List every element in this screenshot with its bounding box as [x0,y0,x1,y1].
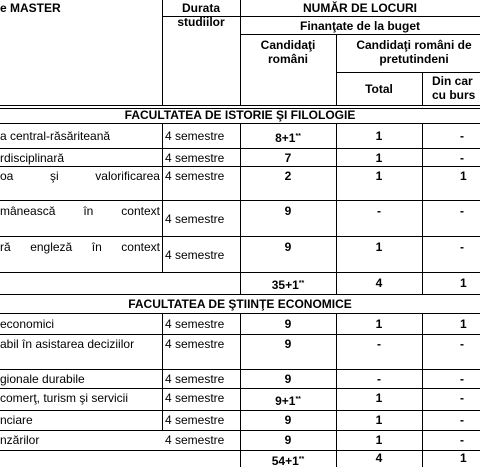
faculty-title: FACULTATEA DE ŞTIINŢE ECONOMICE [128,297,352,311]
abroad-total-places: 1 [375,433,383,447]
scholarship-places: 1 [460,169,467,183]
abroad-total-places: - [377,372,381,386]
scholarship-places: - [460,240,464,254]
romanian-places-total: 54+1** [271,454,305,467]
scholarship-places: - [460,204,464,218]
abroad-total-places: 1 [375,317,383,331]
romanian-places: 9+1** [275,394,301,408]
study-duration: 4 semestre [165,391,225,405]
romanian-places: 9 [284,433,292,447]
rule [422,72,423,105]
study-duration: 4 semestre [165,248,225,262]
scholarship-places: - [460,433,464,447]
program-name: abil în asistarea deciziilor [0,337,135,351]
abroad-total-places: 1 [375,129,383,143]
rule [422,313,423,467]
program-column-header: e MASTER [0,1,61,15]
program-name: ră engleză în context [0,240,160,254]
study-duration: 4 semestre [165,317,225,331]
study-duration: 4 semestre [165,433,225,447]
program-name: oa şi valorificarea [0,169,160,183]
scholarship-places: - [460,391,464,405]
study-duration: 4 semestre [165,413,225,427]
romanians-abroad-header: Candidaţi români de pretutindeni [356,38,472,66]
scholarship-places: - [460,337,464,351]
romanian-places: 9 [284,317,292,331]
study-duration: 4 semestre [165,129,225,143]
abroad-total-places: 1 [375,391,383,405]
study-duration: 4 semestre [165,169,225,183]
program-name: gionale durabile [0,372,85,386]
program-name: comerţ, turism şi servicii [0,391,129,405]
romanian-places: 2 [284,169,292,183]
budget-group-header: Finanţate de la buget [299,19,420,33]
program-name: mânească în context [0,204,160,218]
romanian-places: 9 [284,204,292,218]
faculty-title: FACULTATEA DE ISTORIE ŞI FILOLOGIE [124,108,356,122]
scholarship-places: - [460,413,464,427]
rule [422,123,423,294]
program-name: economici [0,317,55,331]
abroad-total-places: 1 [375,413,383,427]
study-duration: 4 semestre [165,372,225,386]
scholarship-total: 1 [460,276,467,290]
scholarship-places: - [460,129,464,143]
study-duration: 4 semestre [165,337,225,351]
rule [0,105,480,106]
program-name: nciare [0,413,33,427]
study-duration: 4 semestre [165,212,225,226]
scholarship-places: - [460,151,464,165]
rule [162,313,163,430]
abroad-total-places: 1 [375,240,383,254]
program-name: nzărilor [0,433,40,447]
romanian-places: 8+1** [275,131,301,145]
abroad-total-places: - [377,337,381,351]
romanian-places: 9 [284,413,292,427]
scholarship-places: 1 [460,317,467,331]
abroad-total-sum: 4 [375,451,383,465]
program-name: rdisciplinară [0,151,65,165]
romanian-places-total: 35+1** [271,278,305,292]
romanian-places: 7 [284,151,292,165]
rule [0,294,480,295]
abroad-total-places: - [377,204,381,218]
places-column-header: NUMĂR DE LOCURI [303,1,417,15]
duration-column-header: Durata studiilor [177,1,225,29]
romanian-places: 9 [284,372,292,386]
romanian-places: 9 [284,337,292,351]
abroad-total-sum: 4 [375,276,383,290]
scholarship-column-header: Din car cu burs [432,74,476,102]
abroad-total-places: 1 [375,169,383,183]
romanian-candidates-header: Candidaţi români [260,38,316,66]
scholarship-places: - [460,372,464,386]
total-column-header: Total [365,82,393,96]
rule [336,72,480,73]
program-name: a central-răsăriteană [0,129,111,143]
romanian-places: 9 [284,240,292,254]
rule [240,34,480,35]
rule [162,123,163,272]
study-duration: 4 semestre [165,151,225,165]
abroad-total-places: 1 [375,151,383,165]
scholarship-total: 1 [460,451,467,465]
